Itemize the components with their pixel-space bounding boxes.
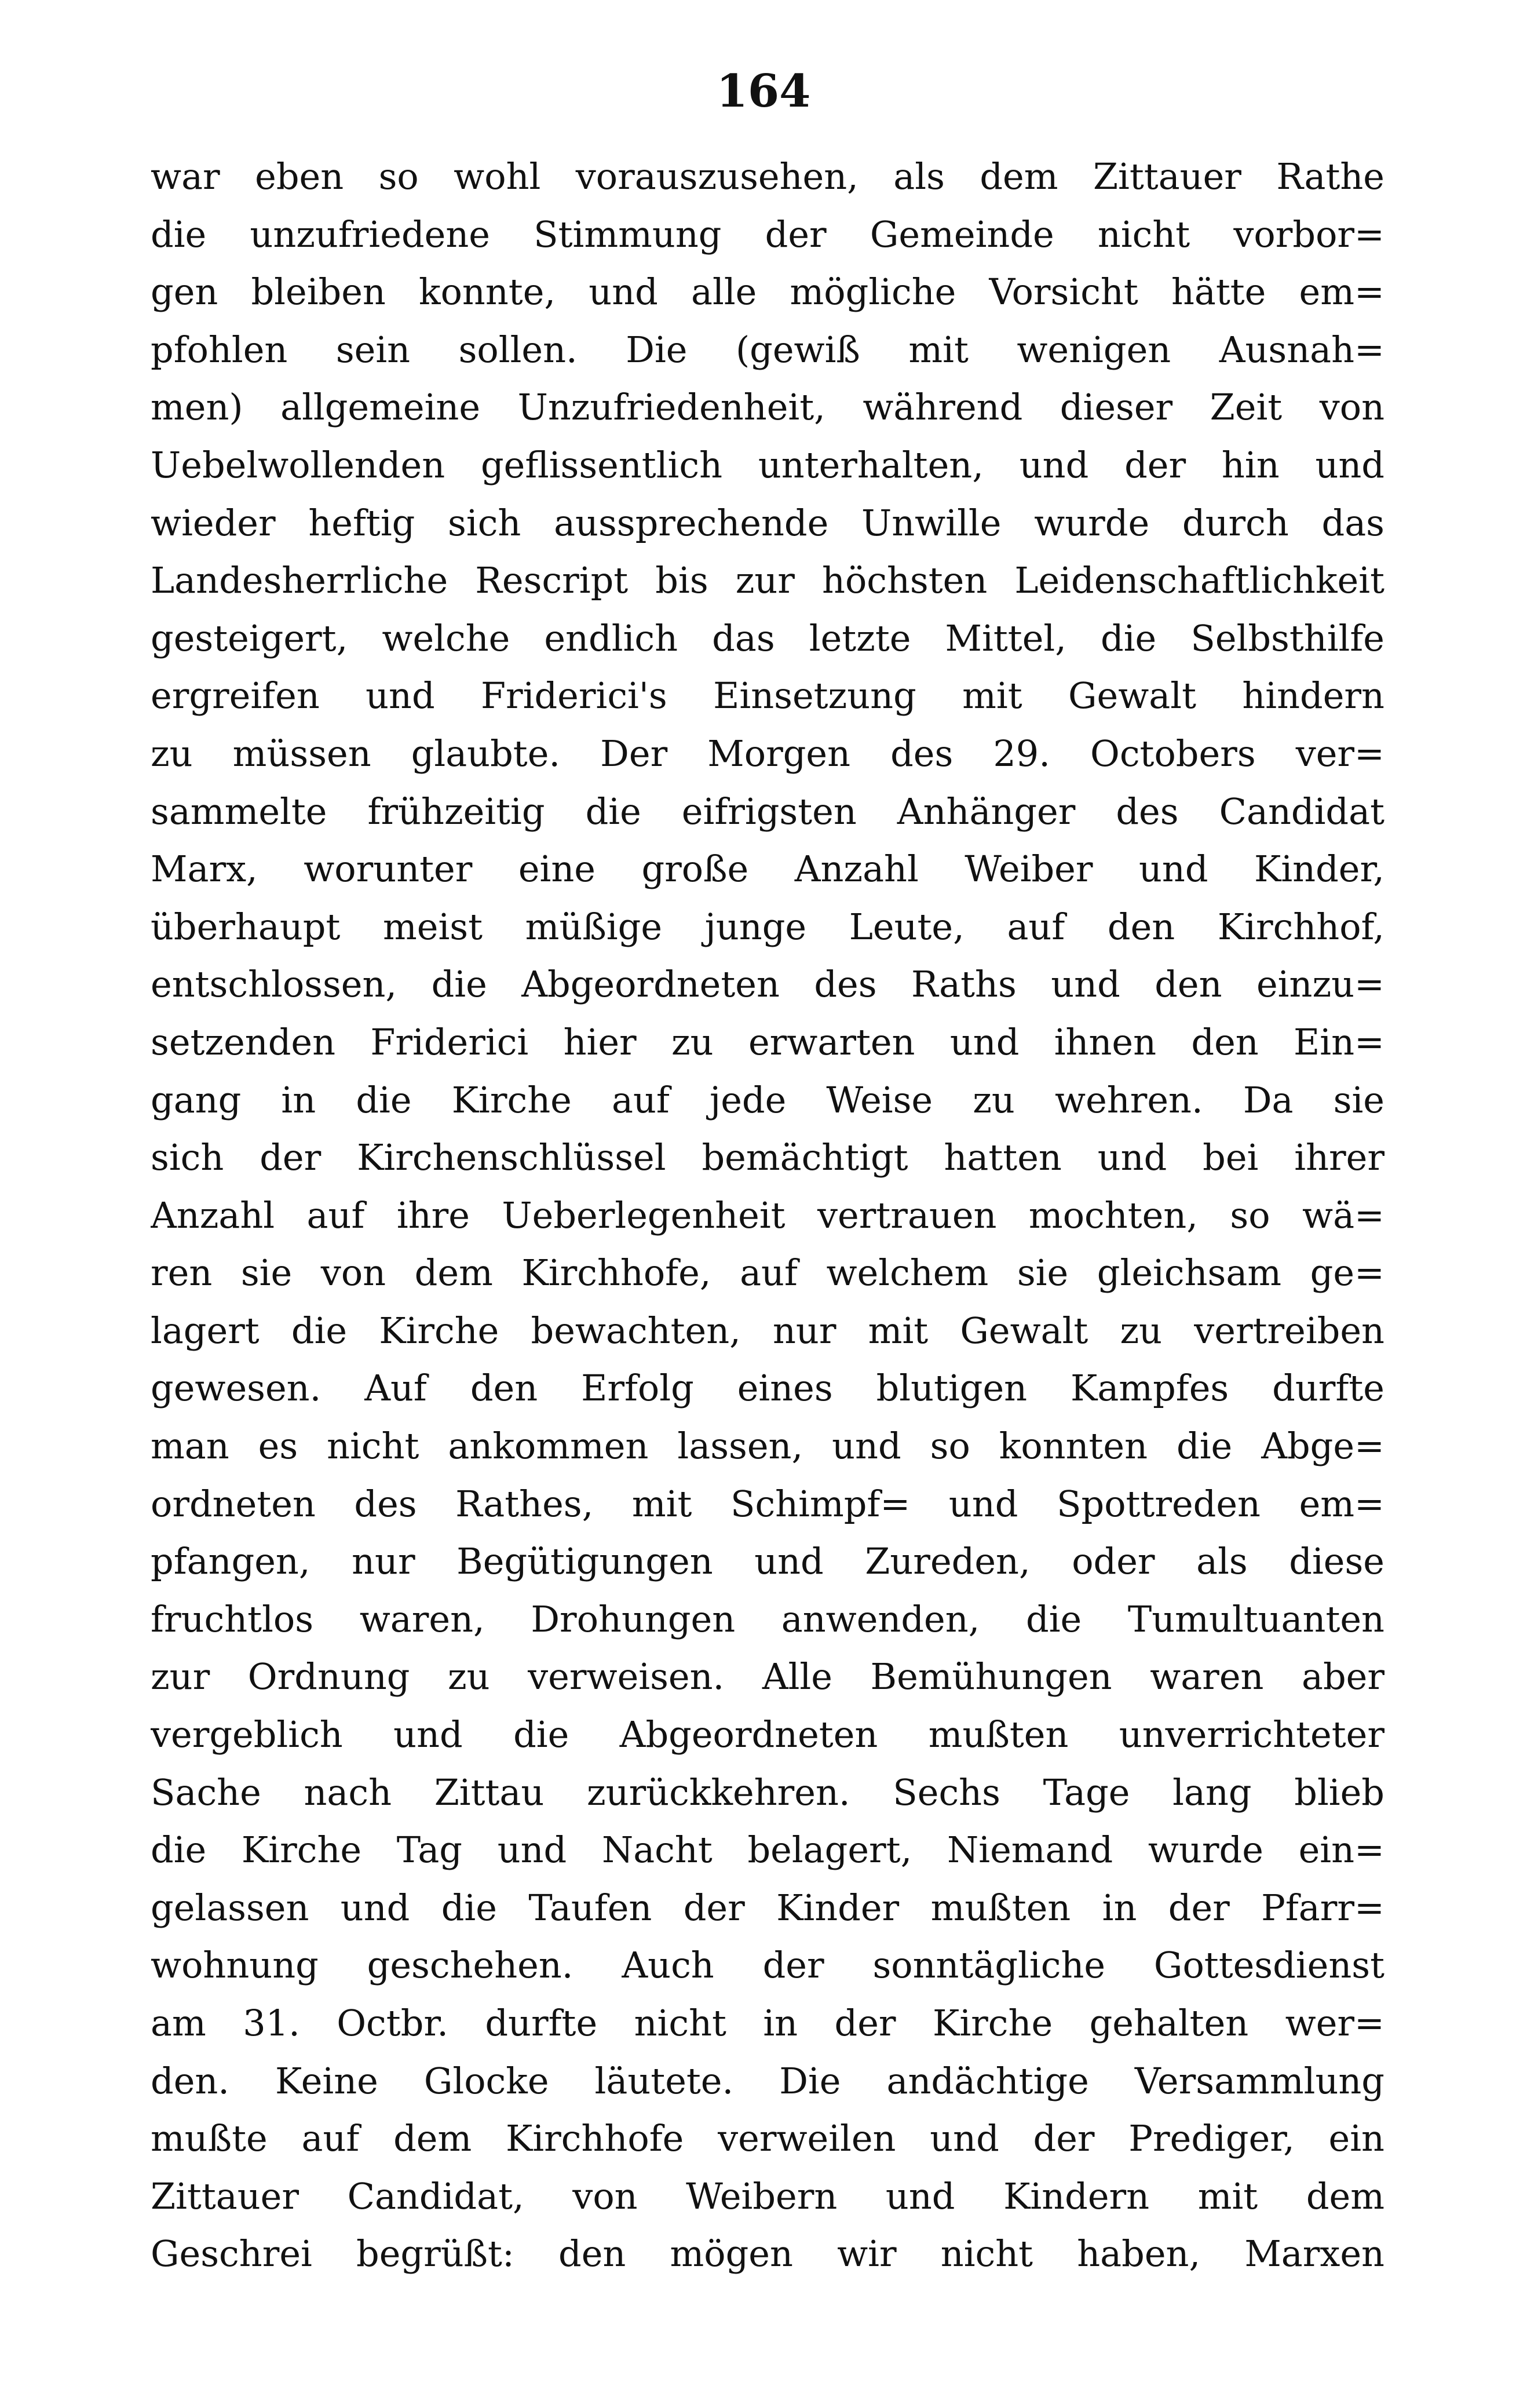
text-line: fruchtlos waren, Drohungen anwenden, die Tumultuanten bbox=[151, 1597, 1384, 1640]
body-text bbox=[151, 148, 1384, 2283]
text-line: Zittauer Candidat, von Weibern und Kindern mit dem bbox=[151, 2175, 1384, 2217]
text-line: Anzahl auf ihre Ueberlegenheit vertrauen mochten, so wä= bbox=[151, 1194, 1384, 1236]
text-line: gesteigert, welche endlich das letzte Mittel, die Selbsthilfe bbox=[151, 616, 1384, 659]
text-line: überhaupt meist müßige junge Leute, auf den Kirchhof, bbox=[151, 905, 1384, 948]
text-line: ergreifen und Friderici's Einsetzung mit Gewalt hindern bbox=[151, 674, 1384, 717]
text-line: gewesen. Auf den Erfolg eines blutigen Kampfes durfte bbox=[151, 1367, 1384, 1410]
text-line: wieder heftig sich aussprechende Unwille wurde durch das bbox=[151, 501, 1384, 544]
text-line: Geschrei begrüßt: den mögen wir nicht haben, Marxen bbox=[151, 2232, 1384, 2275]
text-line: war eben so wohl vorauszusehen, als dem Zittauer Rathe bbox=[151, 155, 1384, 198]
text-line: vergeblich und die Abgeordneten mußten unverrichteter bbox=[151, 1713, 1384, 1756]
text-line: Sache nach Zittau zurückkehren. Sechs Tage lang blieb bbox=[151, 1771, 1384, 1814]
text-line: zur Ordnung zu verweisen. Alle Bemühungen waren aber bbox=[151, 1655, 1384, 1698]
text-line: die Kirche Tag und Nacht belagert, Niemand wurde ein= bbox=[151, 1829, 1384, 1871]
text-line: pfohlen sein sollen. Die (gewiß mit wenigen Ausnah= bbox=[151, 328, 1384, 371]
text-line: men) allgemeine Unzufriedenheit, während dieser Zeit von bbox=[151, 386, 1384, 429]
text-line: Marx, worunter eine große Anzahl Weiber und Kinder, bbox=[151, 848, 1384, 891]
text-line: Landesherrliche Rescript bis zur höchsten Leidenschaftlichkeit bbox=[151, 559, 1384, 602]
text-line: setzenden Friderici hier zu erwarten und ihnen den Ein= bbox=[151, 1020, 1384, 1063]
text-line: lagert die Kirche bewachten, nur mit Gewalt zu vertreiben bbox=[151, 1309, 1384, 1352]
text-line: sich der Kirchenschlüssel bemächtigt hatten und bei ihrer bbox=[151, 1136, 1384, 1179]
text-line: den. Keine Glocke läutete. Die andächtige Versammlung bbox=[151, 2059, 1384, 2102]
text-line: gang in die Kirche auf jede Weise zu wehren. Da sie bbox=[151, 1078, 1384, 1121]
text-line: entschlossen, die Abgeordneten des Raths und den einzu= bbox=[151, 963, 1384, 1006]
text-line: sammelte frühzeitig die eifrigsten Anhänger des Candidat bbox=[151, 790, 1384, 833]
text-line: gen bleiben konnte, und alle mögliche Vorsicht hätte em= bbox=[151, 271, 1384, 313]
text-line: gelassen und die Taufen der Kinder mußten in der Pfarr= bbox=[151, 1886, 1384, 1929]
text-line: ordneten des Rathes, mit Schimpf= und Spottreden em= bbox=[151, 1482, 1384, 1525]
text-line: pfangen, nur Begütigungen und Zureden, oder als diese bbox=[151, 1540, 1384, 1583]
text-line: die unzufriedene Stimmung der Gemeinde nicht vorbor= bbox=[151, 213, 1384, 256]
text-line: am 31. Octbr. durfte nicht in der Kirche gehalten wer= bbox=[151, 2002, 1384, 2044]
text-line: mußte auf dem Kirchhofe verweilen und der Prediger, ein bbox=[151, 2117, 1384, 2160]
text-line: zu müssen glaubte. Der Morgen des 29. Octobers ver= bbox=[151, 732, 1384, 775]
text-line: wohnung geschehen. Auch der sonntägliche Gottesdienst bbox=[151, 1944, 1384, 1987]
text-line: Uebelwollenden geflissentlich unterhalten, und der hin und bbox=[151, 443, 1384, 486]
text-line: man es nicht ankommen lassen, und so konnten die Abge= bbox=[151, 1425, 1384, 1468]
text-line: ren sie von dem Kirchhofe, auf welchem sie gleichsam ge= bbox=[151, 1252, 1384, 1294]
page-number: 164 bbox=[716, 65, 811, 118]
